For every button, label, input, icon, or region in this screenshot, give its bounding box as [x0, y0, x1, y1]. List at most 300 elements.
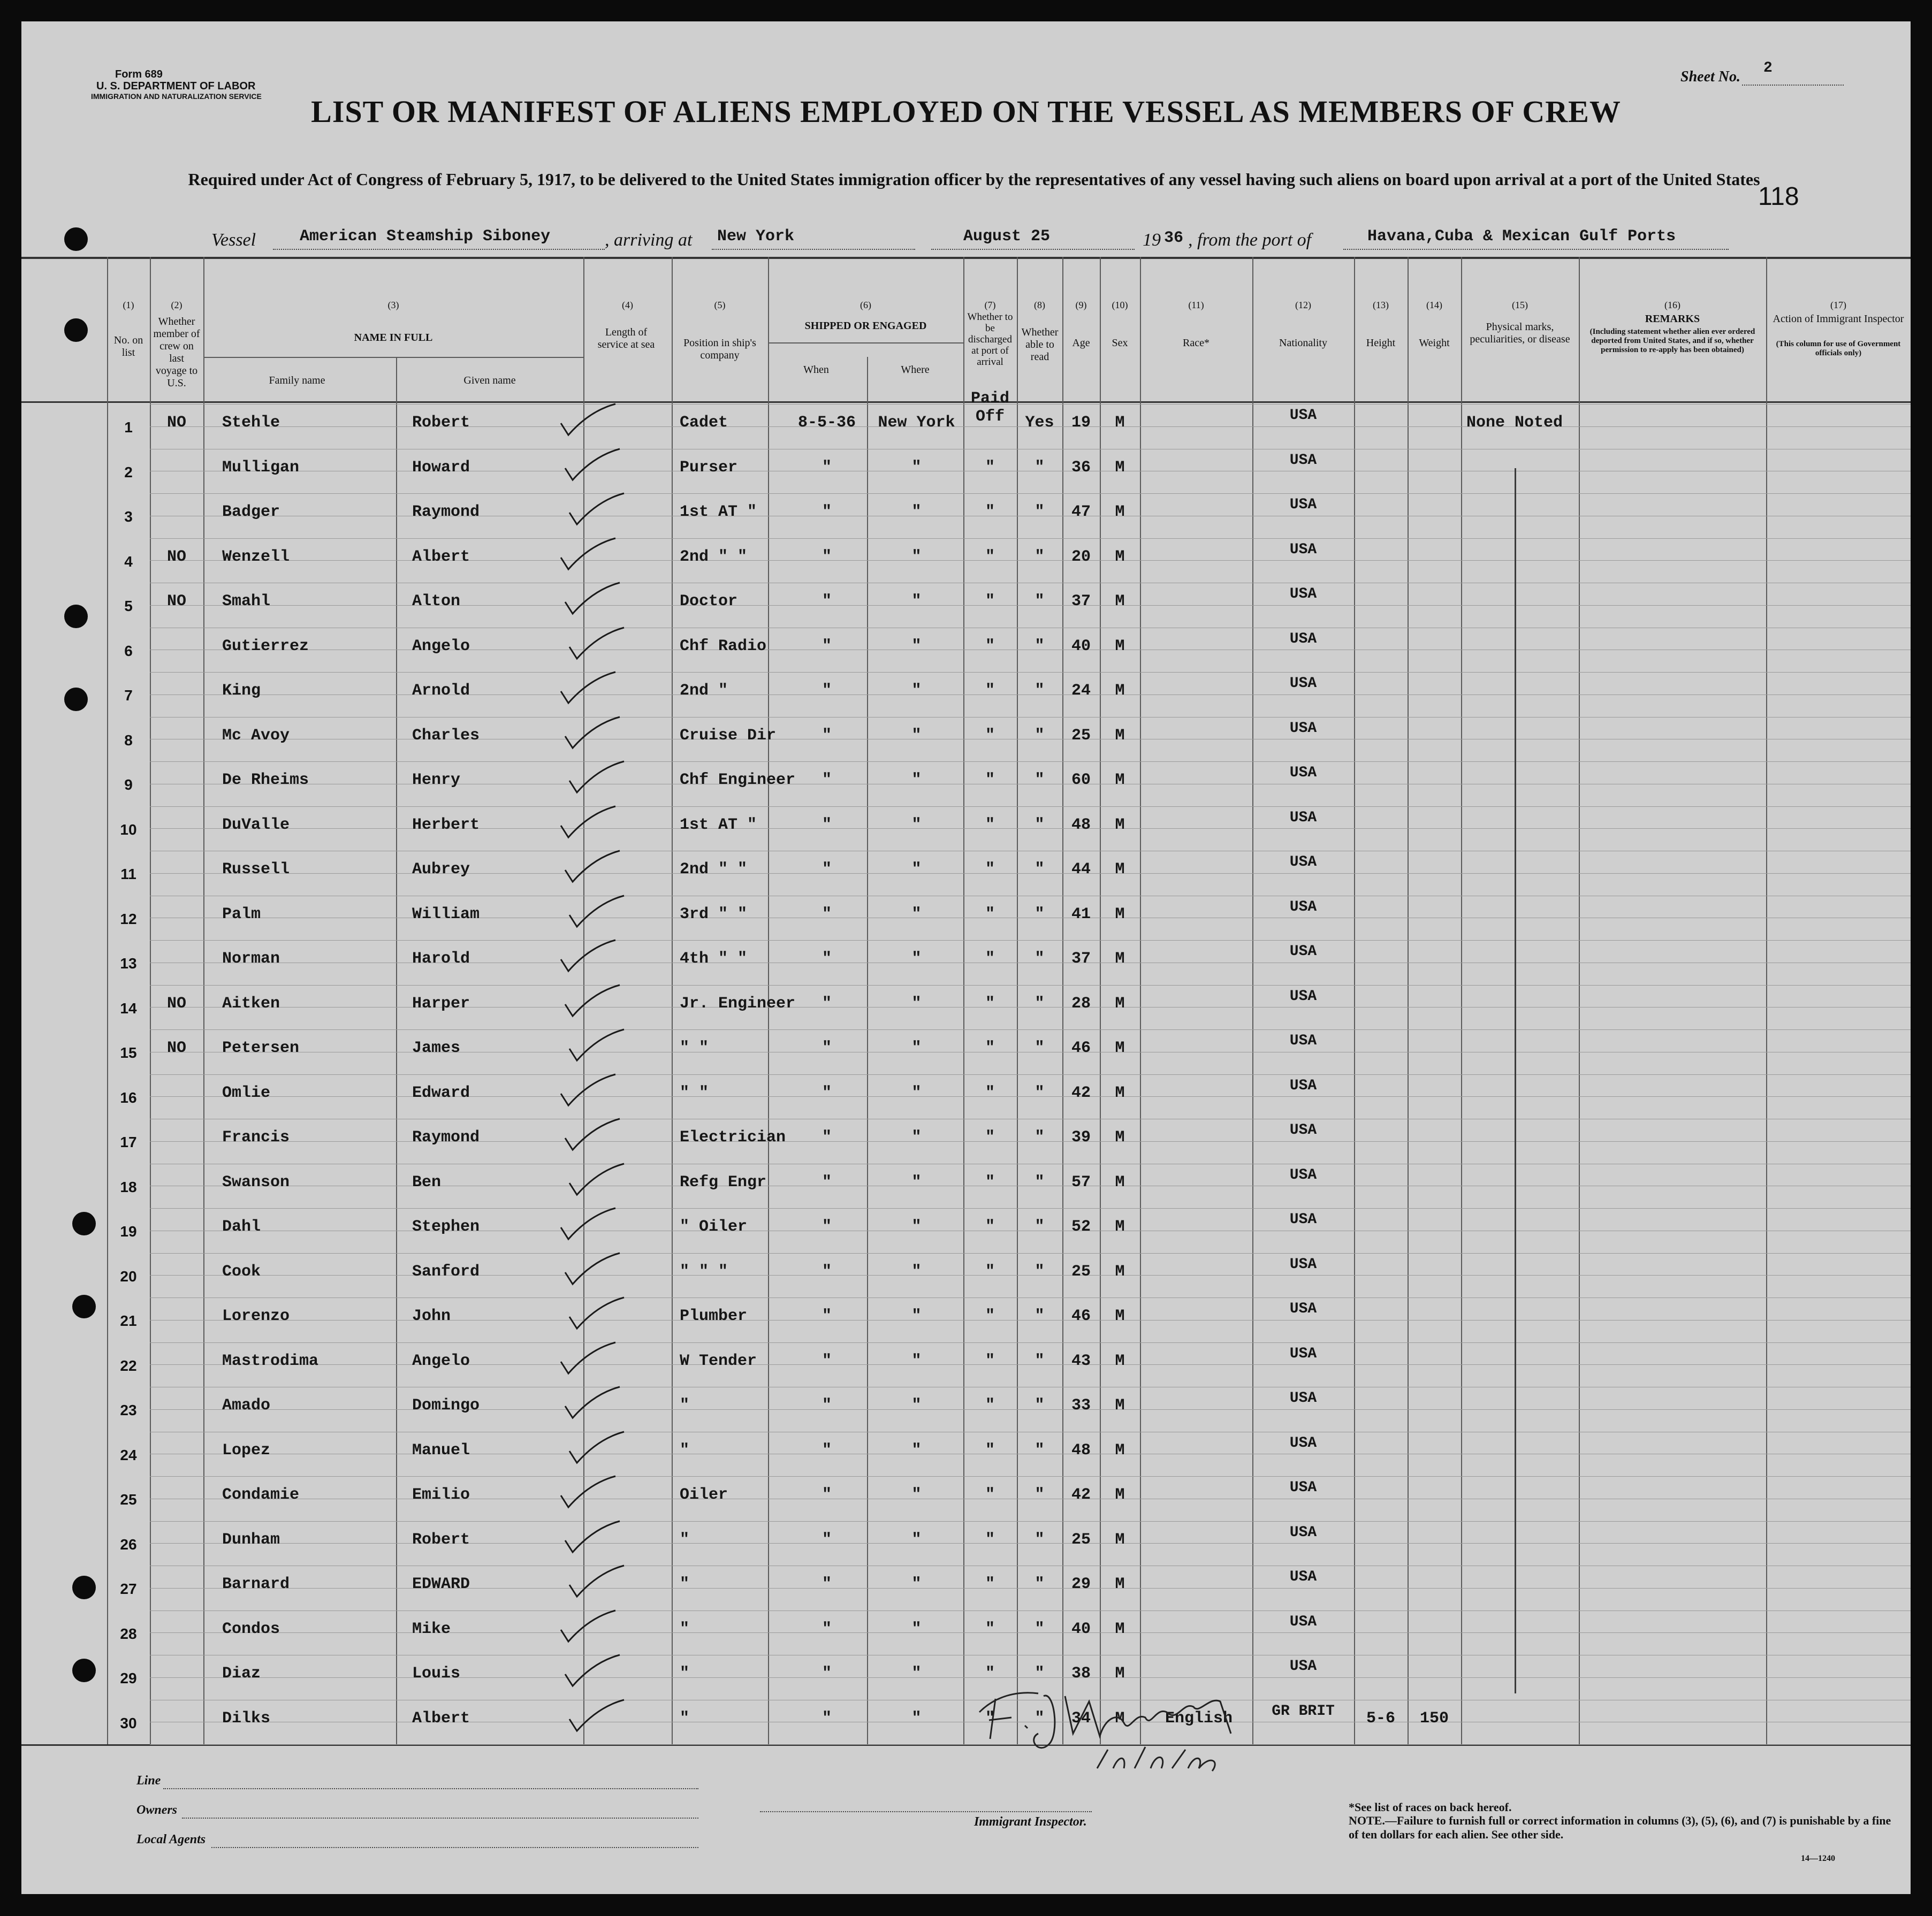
- header-nationality: Nationality: [1279, 337, 1327, 349]
- nationality-cell: USA: [1289, 1434, 1317, 1452]
- row-number: 24: [120, 1446, 137, 1463]
- sex-cell: M: [1115, 905, 1125, 923]
- discharged-cell: ": [985, 1486, 995, 1504]
- given-name-cell: Robert: [412, 414, 470, 432]
- sex-cell: M: [1115, 860, 1125, 879]
- given-name-cell: Angelo: [412, 1352, 470, 1370]
- physical-marks-cell: None Noted: [1466, 414, 1563, 432]
- check-mark-icon: [557, 1608, 621, 1646]
- row-number: 19: [120, 1223, 137, 1240]
- position-cell: ": [680, 1530, 690, 1549]
- given-name-cell: Arnold: [412, 682, 470, 700]
- sex-cell: M: [1115, 637, 1125, 655]
- column-number: (3): [387, 300, 399, 310]
- given-name-cell: Raymond: [412, 503, 480, 521]
- sex-cell: M: [1115, 1173, 1125, 1192]
- header-height: Height: [1366, 337, 1396, 349]
- column-number: (17): [1830, 300, 1846, 310]
- able-to-read-cell: ": [1035, 905, 1045, 923]
- last-voyage-cell: NO: [166, 1039, 186, 1057]
- discharged-cell: ": [985, 1218, 995, 1236]
- shipped-where-cell: ": [911, 1039, 922, 1057]
- nationality-cell: USA: [1289, 1166, 1317, 1184]
- able-to-read-cell: ": [1035, 547, 1045, 566]
- row-number: 18: [120, 1178, 137, 1195]
- position-cell: " ": [680, 1039, 709, 1057]
- nationality-cell: USA: [1289, 854, 1317, 871]
- column-number: (5): [714, 300, 726, 310]
- able-to-read-cell: ": [1035, 950, 1045, 968]
- shipped-when-cell: ": [822, 1665, 832, 1683]
- able-to-read-cell: ": [1035, 1486, 1045, 1504]
- column-number: (4): [622, 300, 633, 310]
- arrival-date: August 25: [963, 227, 1051, 246]
- age-cell: 39: [1071, 1128, 1091, 1147]
- last-voyage-cell: NO: [166, 592, 186, 610]
- family-name-cell: Gutierrez: [222, 637, 309, 655]
- shipped-when-cell: ": [822, 1039, 832, 1057]
- position-cell: Chf Engineer: [680, 771, 796, 789]
- shipped-where-cell: ": [911, 1620, 922, 1638]
- form-number: Form 689: [115, 68, 163, 80]
- header-given-name: Given name: [463, 375, 516, 386]
- column-divider: [107, 257, 108, 1744]
- page-number: 118: [1758, 182, 1799, 211]
- vessel-label: Vessel: [211, 230, 256, 250]
- family-name-cell: Wenzell: [222, 547, 290, 566]
- sex-cell: M: [1115, 1083, 1125, 1102]
- position-cell: 2nd " ": [680, 547, 748, 566]
- row-number: 16: [120, 1089, 137, 1106]
- sex-cell: M: [1115, 1486, 1125, 1504]
- row-number: 17: [120, 1134, 137, 1150]
- service-name: IMMIGRATION AND NATURALIZATION SERVICE: [91, 92, 262, 101]
- shipped-when-cell: ": [822, 994, 832, 1013]
- position-cell: 4th " ": [680, 950, 748, 968]
- crew-table: [21, 257, 1911, 1755]
- shipped-where-cell: ": [911, 1218, 922, 1236]
- header-age: Age: [1072, 337, 1090, 349]
- year-suffix: 36: [1164, 229, 1184, 247]
- position-cell: 1st AT ": [680, 815, 757, 834]
- sex-cell: M: [1115, 1665, 1125, 1683]
- sex-cell: M: [1115, 414, 1125, 432]
- nationality-cell: USA: [1289, 898, 1317, 915]
- family-name-cell: Condamie: [222, 1486, 300, 1504]
- position-cell: " ": [680, 1083, 709, 1102]
- able-to-read-cell: ": [1035, 1039, 1045, 1057]
- able-to-read-cell: ": [1035, 682, 1045, 700]
- nationality-cell: USA: [1289, 1301, 1317, 1317]
- header-weight: Weight: [1419, 337, 1450, 349]
- able-to-read-cell: ": [1035, 1307, 1045, 1325]
- position-cell: Purser: [680, 458, 738, 477]
- shipped-where-cell: ": [911, 1486, 922, 1504]
- shipped-where-cell: ": [911, 1575, 922, 1593]
- age-cell: 41: [1071, 905, 1091, 923]
- discharged-cell: ": [985, 905, 995, 923]
- vessel-name: American Steamship Siboney: [300, 227, 551, 246]
- shipped-where-cell: ": [911, 771, 922, 789]
- nationality-cell: USA: [1289, 765, 1317, 781]
- discharged-cell: ": [985, 950, 995, 968]
- shipped-where-cell: ": [911, 682, 922, 700]
- family-name-cell: Condos: [222, 1620, 280, 1638]
- age-cell: 25: [1071, 1530, 1091, 1549]
- position-cell: ": [680, 1709, 690, 1728]
- nationality-cell: USA: [1289, 541, 1317, 558]
- nationality-cell: USA: [1289, 497, 1317, 513]
- discharged-cell: ": [985, 1262, 995, 1281]
- age-cell: 29: [1071, 1575, 1091, 1593]
- age-cell: 47: [1071, 503, 1091, 521]
- position-cell: 1st AT ": [680, 503, 757, 521]
- shipped-when-cell: ": [822, 905, 832, 923]
- sex-cell: M: [1115, 1218, 1125, 1236]
- able-to-read-cell: ": [1035, 1620, 1045, 1638]
- sex-cell: M: [1115, 547, 1125, 566]
- discharged-cell: ": [985, 860, 995, 879]
- sex-cell: M: [1115, 592, 1125, 610]
- print-code: 14—1240: [1801, 1854, 1835, 1863]
- family-name-cell: Mulligan: [222, 458, 300, 477]
- header-remarks: REMARKS: [1645, 313, 1700, 325]
- inspector-label: Immigrant Inspector.: [974, 1815, 1087, 1829]
- shipped-where-cell: ": [911, 1307, 922, 1325]
- check-mark-icon: [565, 759, 629, 797]
- able-to-read-cell: ": [1035, 815, 1045, 834]
- signature-date: [1108, 1750, 1203, 1777]
- column-number: (11): [1188, 300, 1204, 310]
- able-to-read-cell: ": [1035, 1173, 1045, 1192]
- position-cell: 3rd " ": [680, 905, 748, 923]
- able-to-read-cell: ": [1035, 1530, 1045, 1549]
- given-name-cell: Alton: [412, 592, 461, 610]
- family-name-cell: Aitken: [222, 994, 280, 1013]
- able-to-read-cell: ": [1035, 1218, 1045, 1236]
- discharged-cell: ": [985, 1352, 995, 1370]
- position-cell: ": [680, 1575, 690, 1593]
- discharged-cell: ": [985, 1709, 995, 1728]
- family-name-cell: Mc Avoy: [222, 726, 290, 745]
- ditto-stroke: [1515, 468, 1516, 1693]
- family-name-cell: Badger: [222, 503, 280, 521]
- row-number: 9: [124, 776, 133, 793]
- row-number: 25: [120, 1491, 137, 1508]
- shipped-when-cell: ": [822, 1352, 832, 1370]
- shipped-when-cell: ": [822, 1575, 832, 1593]
- position-cell: Cadet: [680, 414, 728, 432]
- column-number: (14): [1426, 300, 1442, 310]
- row-number: 4: [124, 553, 133, 570]
- row-number: 11: [120, 866, 136, 882]
- shipped-where-cell: ": [911, 1083, 922, 1102]
- row-number: 23: [120, 1402, 137, 1418]
- arriving-label: , arriving at: [605, 230, 693, 250]
- nationality-cell: USA: [1289, 586, 1317, 602]
- shipped-when-cell: ": [822, 950, 832, 968]
- sex-cell: M: [1115, 771, 1125, 789]
- shipped-where-cell: ": [911, 1665, 922, 1683]
- race-note: *See list of races on back hereof.: [1349, 1800, 1512, 1814]
- check-mark-icon: [565, 491, 629, 529]
- position-cell: 2nd " ": [680, 860, 748, 879]
- sex-cell: M: [1115, 1396, 1125, 1415]
- position-cell: ": [680, 1620, 690, 1638]
- sex-cell: M: [1115, 1575, 1125, 1593]
- age-cell: 25: [1071, 1262, 1091, 1281]
- sex-cell: M: [1115, 1709, 1125, 1728]
- from-port-label: , from the port of: [1188, 230, 1312, 250]
- nationality-cell: USA: [1289, 1658, 1317, 1675]
- page-subtitle: Required under Act of Congress of February 5, 1917, to be delivered to the United States immigration officer by the representatives of any vessel having such aliens on board upon arrival at a port of the United States: [188, 170, 1760, 189]
- shipped-where-cell: New York: [878, 414, 955, 432]
- row-number: 1: [124, 419, 133, 436]
- shipped-where-cell: ": [911, 458, 922, 477]
- age-cell: 60: [1071, 771, 1091, 789]
- shipped-when-cell: ": [822, 860, 832, 879]
- column-number: (12): [1295, 300, 1311, 310]
- position-cell: Cruise Dir: [680, 726, 777, 745]
- header-able-to-read: Whether able to read: [1021, 326, 1059, 363]
- discharged-cell: ": [985, 1307, 995, 1325]
- check-mark-icon: [561, 1251, 625, 1288]
- nationality-cell: USA: [1289, 1613, 1317, 1630]
- shipped-when-cell: ": [822, 503, 832, 521]
- given-name-cell: Stephen: [412, 1218, 480, 1236]
- weight-cell: 150: [1419, 1709, 1449, 1728]
- able-to-read-cell: ": [1035, 1083, 1045, 1102]
- position-cell: Electrician: [680, 1128, 786, 1147]
- check-mark-icon: [557, 1206, 621, 1243]
- nationality-cell: USA: [1289, 943, 1317, 960]
- age-cell: 46: [1071, 1307, 1091, 1325]
- column-number: (1): [123, 300, 134, 310]
- discharged-cell: ": [985, 815, 995, 834]
- age-cell: 28: [1071, 994, 1091, 1013]
- discharged-cell: ": [985, 1620, 995, 1638]
- given-name-cell: Manuel: [412, 1441, 470, 1460]
- row-number: 6: [124, 642, 133, 659]
- column-number: (15): [1512, 300, 1528, 310]
- shipped-when-cell: ": [822, 458, 832, 477]
- discharged-cell: ": [985, 1128, 995, 1147]
- sex-cell: M: [1115, 1262, 1125, 1281]
- age-cell: 40: [1071, 1620, 1091, 1638]
- last-voyage-cell: NO: [166, 994, 186, 1013]
- position-cell: Plumber: [680, 1307, 748, 1325]
- check-mark-icon: [561, 447, 625, 484]
- check-mark-icon: [565, 1162, 629, 1199]
- check-mark-icon: [561, 1653, 625, 1690]
- given-name-cell: Domingo: [412, 1396, 480, 1415]
- age-cell: 46: [1071, 1039, 1091, 1057]
- given-name-cell: Albert: [412, 1709, 470, 1728]
- check-mark-icon: [557, 804, 621, 842]
- shipped-where-cell: ": [911, 1396, 922, 1415]
- column-number: (7): [984, 300, 996, 310]
- sex-cell: M: [1115, 815, 1125, 834]
- row-number: 3: [124, 508, 133, 525]
- family-name-cell: Lopez: [222, 1441, 271, 1460]
- arriving-port: New York: [717, 227, 795, 246]
- check-mark-icon: [565, 1027, 629, 1065]
- row-number: 7: [124, 687, 133, 704]
- header-last-voyage: Whether member of crew on last voyage to U.S.: [153, 316, 200, 389]
- age-cell: 57: [1071, 1173, 1091, 1192]
- check-mark-icon: [561, 1117, 625, 1154]
- discharged-cell: ": [985, 1173, 995, 1192]
- able-to-read-cell: ": [1035, 771, 1045, 789]
- binder-hole: [64, 227, 88, 251]
- check-mark-icon: [557, 670, 621, 707]
- check-mark-icon: [565, 1563, 629, 1601]
- family-name-cell: Russell: [222, 860, 290, 879]
- family-name-cell: Barnard: [222, 1575, 290, 1593]
- shipped-where-cell: ": [911, 905, 922, 923]
- sheet-number: 2: [1763, 60, 1773, 77]
- nationality-cell: USA: [1289, 1256, 1317, 1273]
- sheet-label: Sheet No.: [1680, 68, 1740, 85]
- nationality-cell: USA: [1289, 1033, 1317, 1049]
- row-number: 15: [120, 1044, 137, 1061]
- nationality-cell: USA: [1289, 1345, 1317, 1362]
- age-cell: 42: [1071, 1083, 1091, 1102]
- age-cell: 19: [1071, 414, 1091, 432]
- family-name-cell: Palm: [222, 905, 261, 923]
- nationality-cell: USA: [1289, 1077, 1317, 1094]
- shipped-where-cell: ": [911, 860, 922, 879]
- column-number: (6): [860, 300, 871, 310]
- family-name-cell: Mastrodima: [222, 1352, 319, 1370]
- shipped-when-cell: ": [822, 637, 832, 655]
- check-mark-icon: [561, 849, 625, 886]
- family-name-cell: DuValle: [222, 815, 290, 834]
- able-to-read-cell: ": [1035, 1575, 1045, 1593]
- discharged-cell: ": [985, 1396, 995, 1415]
- family-name-cell: Diaz: [222, 1665, 261, 1683]
- given-name-cell: Albert: [412, 547, 470, 566]
- shipped-when-cell: ": [822, 592, 832, 610]
- position-cell: ": [680, 1441, 690, 1460]
- sex-cell: M: [1115, 994, 1125, 1013]
- sex-cell: M: [1115, 1039, 1125, 1057]
- shipped-where-cell: ": [911, 637, 922, 655]
- able-to-read-cell: ": [1035, 726, 1045, 745]
- discharged-cell: ": [985, 592, 995, 610]
- header-length-of-service: Length of service at sea: [597, 326, 655, 350]
- header-action-detail: (This column for use of Government officials only): [1776, 340, 1901, 357]
- able-to-read-cell: ": [1035, 592, 1045, 610]
- discharged-cell: ": [985, 1039, 995, 1057]
- row-number: 21: [120, 1312, 137, 1329]
- header-position: Position in ship's company: [683, 337, 756, 361]
- discharged-cell: ": [985, 1441, 995, 1460]
- penalty-note: NOTE.—Failure to furnish full or correct information in columns (3), (5), (6), and (7) is punishable by a fine of ten dollars for each alien. See other side.: [1349, 1814, 1891, 1841]
- row-number: 12: [120, 910, 137, 927]
- row-number: 29: [120, 1670, 137, 1686]
- sex-cell: M: [1115, 1620, 1125, 1638]
- given-name-cell: Angelo: [412, 637, 470, 655]
- shipped-where-cell: ": [911, 547, 922, 566]
- family-name-cell: Smahl: [222, 592, 271, 610]
- age-cell: 42: [1071, 1486, 1091, 1504]
- column-number: (10): [1112, 300, 1128, 310]
- family-name-cell: Lorenzo: [222, 1307, 290, 1325]
- family-name-cell: Amado: [222, 1396, 271, 1415]
- nationality-cell: USA: [1289, 1122, 1317, 1139]
- check-mark-icon: [565, 625, 629, 663]
- given-name-cell: Emilio: [412, 1486, 470, 1504]
- shipped-when-cell: ": [822, 1307, 832, 1325]
- given-name-cell: Herbert: [412, 815, 480, 834]
- header-sex: Sex: [1112, 337, 1128, 349]
- discharged-cell: ": [985, 458, 995, 477]
- row-number: 5: [124, 598, 133, 614]
- header-name-in-full: NAME IN FULL: [354, 332, 433, 343]
- position-cell: W Tender: [680, 1352, 757, 1370]
- race-cell: English: [1165, 1709, 1233, 1728]
- row-number: 30: [120, 1714, 137, 1731]
- shipped-where-cell: ": [911, 1173, 922, 1192]
- position-cell: " Oiler: [680, 1218, 748, 1236]
- check-mark-icon: [557, 1474, 621, 1512]
- given-name-cell: Robert: [412, 1530, 470, 1549]
- age-cell: 24: [1071, 682, 1091, 700]
- row-number: 8: [124, 731, 133, 749]
- shipped-when-cell: ": [822, 726, 832, 745]
- department-name: U. S. DEPARTMENT OF LABOR: [96, 80, 256, 92]
- discharged-cell: ": [985, 682, 995, 700]
- position-cell: Chf Radio: [680, 637, 767, 655]
- discharged-cell: ": [985, 637, 995, 655]
- able-to-read-cell: Yes: [1025, 414, 1054, 432]
- able-to-read-cell: ": [1035, 503, 1045, 521]
- age-cell: 33: [1071, 1396, 1091, 1415]
- able-to-read-cell: ": [1035, 637, 1045, 655]
- row-number: 27: [120, 1581, 137, 1597]
- discharged-cell: ": [985, 503, 995, 521]
- row-number: 10: [120, 821, 137, 838]
- nationality-cell: USA: [1289, 988, 1317, 1005]
- nationality-cell: GR BRIT: [1272, 1703, 1335, 1720]
- sex-cell: M: [1115, 682, 1125, 700]
- shipped-where-cell: ": [911, 994, 922, 1013]
- column-divider: [396, 357, 397, 1744]
- nationality-cell: USA: [1289, 630, 1317, 647]
- discharged-cell: ": [985, 1665, 995, 1683]
- age-cell: 48: [1071, 815, 1091, 834]
- nationality-cell: USA: [1289, 1479, 1317, 1496]
- shipped-when-cell: ": [822, 1083, 832, 1102]
- shipped-when-cell: ": [822, 815, 832, 834]
- row-number: 2: [124, 463, 133, 480]
- discharged-cell: ": [985, 547, 995, 566]
- family-name-cell: Dahl: [222, 1218, 261, 1236]
- owners-label: Owners: [136, 1803, 178, 1817]
- position-cell: Refg Engr: [680, 1173, 767, 1192]
- shipped-when-cell: ": [822, 1486, 832, 1504]
- shipped-when-cell: ": [822, 1620, 832, 1638]
- shipped-when-cell: ": [822, 1218, 832, 1236]
- discharged-cell: ": [985, 771, 995, 789]
- able-to-read-cell: ": [1035, 1709, 1045, 1728]
- shipped-when-cell: ": [822, 547, 832, 566]
- age-cell: 52: [1071, 1218, 1091, 1236]
- able-to-read-cell: ": [1035, 994, 1045, 1013]
- age-cell: 20: [1071, 547, 1091, 566]
- family-name-cell: Omlie: [222, 1083, 271, 1102]
